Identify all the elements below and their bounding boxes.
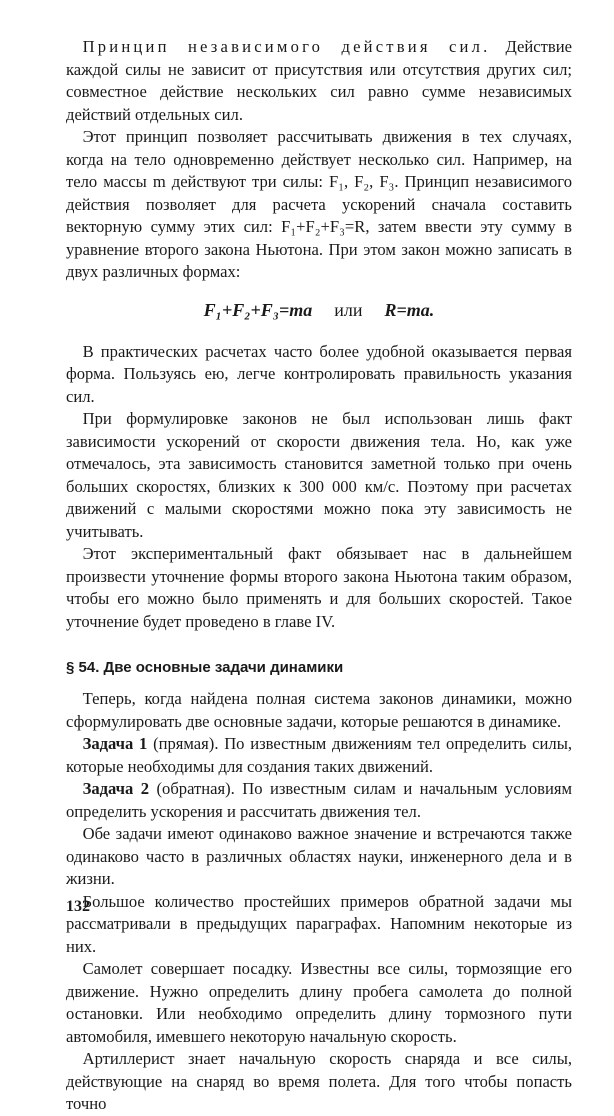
formula-right: R=ma. — [384, 299, 435, 320]
paragraph-experimental — [66, 543, 572, 633]
paragraph-formulation — [66, 408, 572, 543]
formula-or: или — [334, 299, 363, 320]
page-number: 132 — [66, 898, 90, 915]
task2-label: Задача 2 — [82, 779, 150, 798]
practical-text: В практических расчетах часто более удобной оказывается первая форма. Пользуясь ею, легче контролировать правильность указания сил. — [66, 341, 572, 406]
task1-text: (прямая). По известным движениям тел определить силы, которые необходимы для создания таких движений. — [66, 734, 572, 776]
paragraph-artillery — [66, 1048, 572, 1116]
paragraph-principle — [66, 36, 572, 126]
paragraph-intro — [66, 688, 572, 733]
task2-text: (обратная). По известным силам и начальным условиям определить ускорения и рассчитать движения тел. — [66, 779, 572, 821]
paragraph-task2 — [66, 778, 572, 823]
airplane-text: Самолет совершает посадку. Известны все силы, тормозящие его движение. Нужно определить длину пробега самолета до полной остановки. Или необходимо определить длину тормозного пути автомобиля, имевшего некоторую начальную скорость. — [66, 959, 572, 1046]
principle-lead: Принцип независимого действия сил. — [82, 37, 491, 56]
intro-text: Теперь, когда найдена полная система законов динамики, можно сформулировать две основные задачи, которые решаются в динамике. — [66, 689, 572, 731]
paragraph-airplane — [66, 958, 572, 1048]
formula-line — [66, 300, 572, 321]
paragraph-both-tasks — [66, 823, 572, 891]
principle-text: Действие каждой силы не зависит от присутствия или отсутствия других сил; совместное действие нескольких сил равно сумме независимых действий отдельных сил. — [66, 37, 572, 124]
task1-label: Задача 1 — [82, 734, 148, 753]
paragraph-examples — [66, 891, 572, 959]
section-heading: § 54. Две основные задачи динамики — [66, 659, 344, 676]
artillery-text: Артиллерист знает начальную скорость снаряда и все силы, действующие на снаряд во время полета. Для того чтобы попасть точно — [66, 1049, 572, 1113]
formula-left: F₁+F₂+F₃=ma — [203, 299, 313, 320]
examples-text: Большое количество простейших примеров обратной задачи мы рассматривали в предыдущих параграфах. Напомним некоторые из них. — [66, 891, 572, 956]
paragraph-practical — [66, 341, 572, 409]
experimental-text: Этот экспериментальный факт обязывает нас в дальнейшем произвести уточнение формы второго закона Ньютона таким образом, чтобы его можно было применять и для больших скоростей. Такое уточнение будет проведено в главе IV. — [66, 544, 572, 631]
formulation-text: При формулировке законов не был использован лишь факт зависимости ускорений от скорости движения тела. Но, как уже отмечалось, эта зависимость становится заметной только при очень больших скоростях, близких к 300 000 км/с. Поэтому при расчетах движений с малыми скоростями можно пока эту зависимость не учитывать. — [66, 409, 572, 541]
example-text: Этот принцип позволяет рассчитывать движения в тех случаях, когда на тело одновременно действует несколько сил. Например, на тело массы m действуют три силы: F₁, F₂, F₃. Принцип независимого действия позволяет для расчета ускорений сначала составить векторную сумму этих сил: F₁+F₂+F₃=R, затем ввести эту сумму в уравнение второго закона Ньютона. При этом закон можно записать в двух различных формах: — [66, 127, 572, 281]
paragraph-example — [66, 126, 572, 284]
both-tasks-text: Обе задачи имеют одинаково важное значение и встречаются также одинаково часто в различных областях науки, инженерного дела и в жизни. — [66, 824, 572, 888]
paragraph-task1 — [66, 733, 572, 778]
